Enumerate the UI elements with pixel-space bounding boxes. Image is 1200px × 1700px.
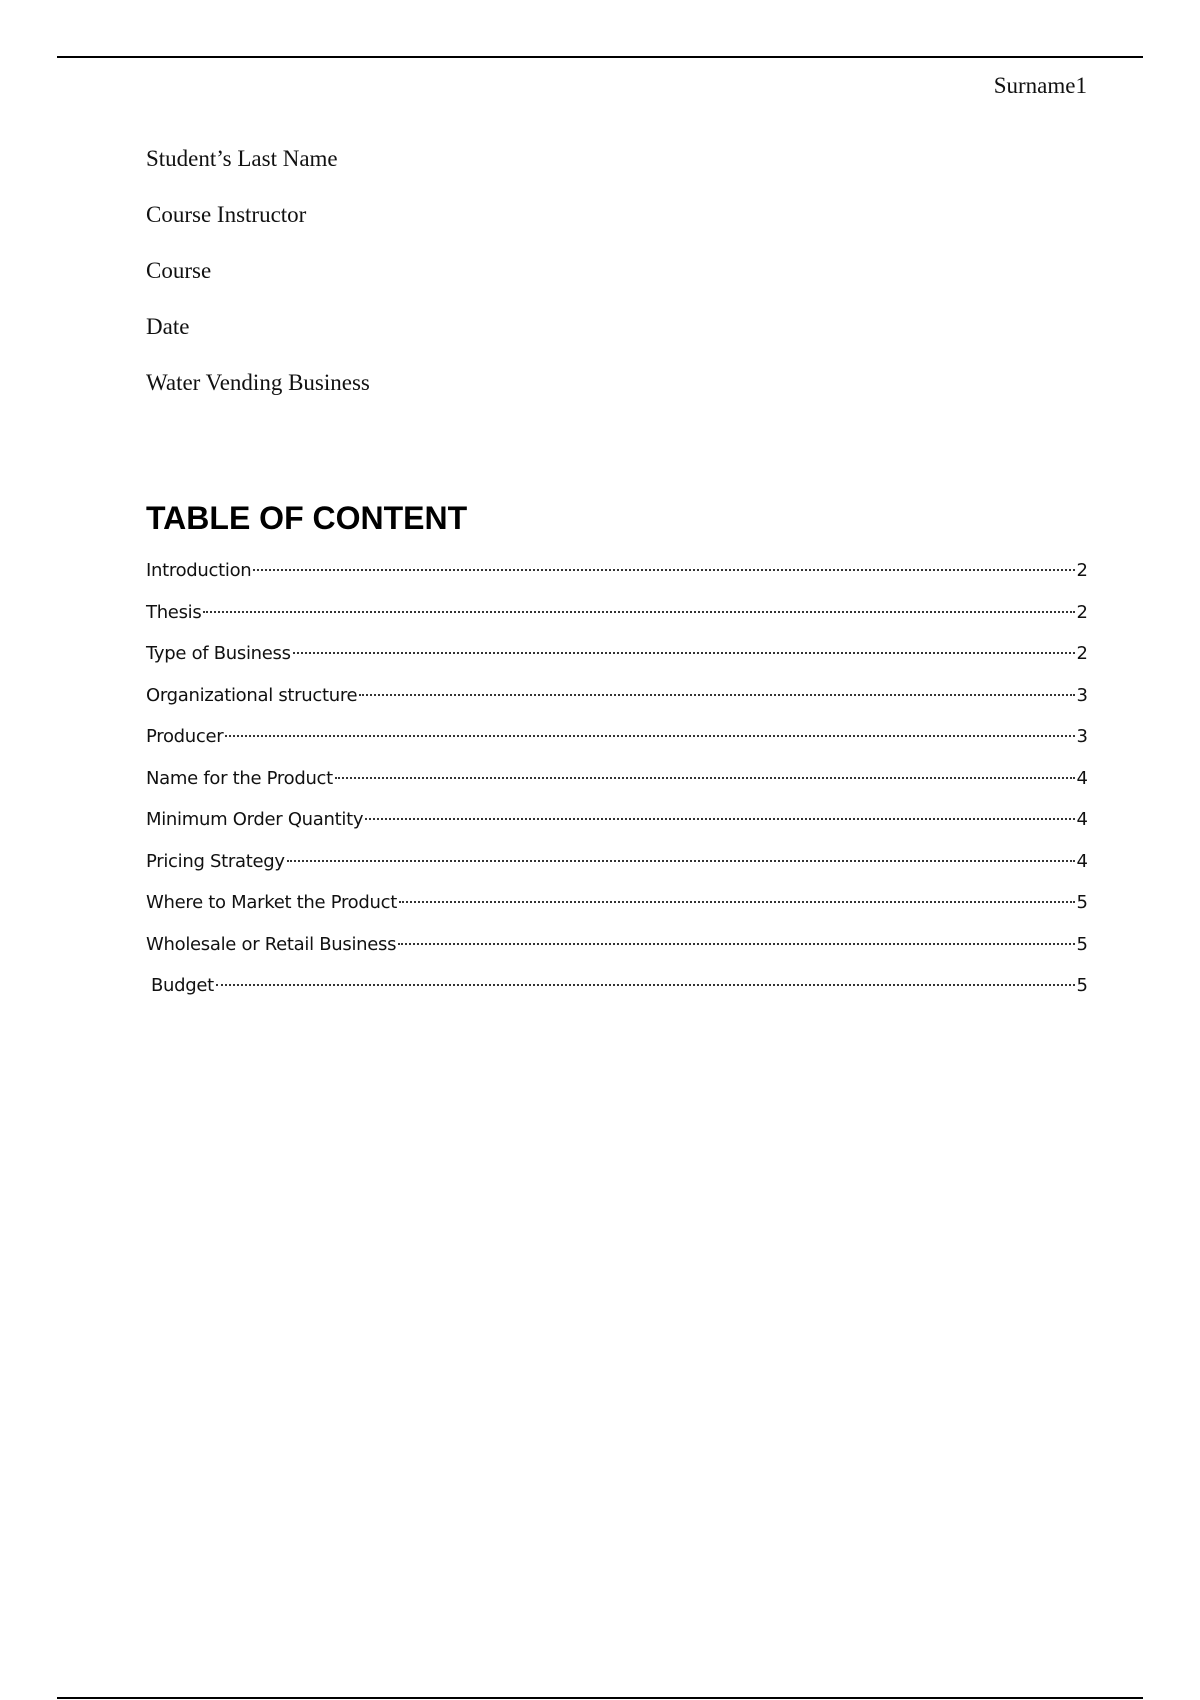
- toc-entry-page: 2: [1076, 560, 1088, 581]
- toc-entry-page: 5: [1076, 933, 1088, 955]
- toc-entry-label: Budget: [151, 975, 214, 996]
- toc-entry-organizational-structure[interactable]: [146, 681, 1088, 723]
- toc-entry-label: Thesis: [146, 601, 202, 623]
- course-instructor: Course Instructor: [146, 202, 307, 227]
- toc-entry-label: Type of Business: [146, 643, 291, 664]
- toc-entry-label: Wholesale or Retail Business: [146, 933, 397, 955]
- toc-entry-page: 2: [1076, 601, 1088, 623]
- toc-entry-page: 5: [1076, 975, 1088, 996]
- page-bottom-rule: [57, 1697, 1143, 1699]
- toc-entry-wholesale-or-retail[interactable]: [146, 930, 1088, 972]
- toc-entry-where-to-market[interactable]: [146, 888, 1088, 930]
- toc-entry-label: Name for the Product: [146, 767, 333, 789]
- toc-entry-label: Producer: [146, 726, 224, 747]
- toc-heading: TABLE OF CONTENT: [146, 500, 468, 536]
- document-date: Date: [146, 314, 190, 339]
- document-header: [146, 144, 370, 424]
- toc-entry-page: 4: [1076, 850, 1088, 872]
- toc-entry-page: 3: [1076, 684, 1088, 706]
- toc-entry-label: Pricing Strategy: [146, 850, 285, 872]
- toc-entry-label: Minimum Order Quantity: [146, 809, 364, 830]
- toc-entry-label: Introduction: [146, 560, 252, 581]
- document-title: Water Vending Business: [146, 370, 370, 395]
- toc-entry-page: 2: [1076, 643, 1088, 664]
- toc-entry-type-of-business[interactable]: [146, 639, 1088, 681]
- dot-leader: [365, 818, 1074, 820]
- dot-leader: [203, 611, 1074, 613]
- page-top-rule: [57, 56, 1143, 58]
- dot-leader: [335, 777, 1075, 779]
- running-head: Surname1: [993, 73, 1087, 98]
- toc-entry-budget[interactable]: [146, 971, 1088, 1013]
- toc-entry-page: 4: [1076, 767, 1088, 789]
- dot-leader: [293, 652, 1075, 654]
- dot-leader: [253, 569, 1074, 571]
- toc-entry-introduction[interactable]: [146, 556, 1088, 598]
- table-of-contents: [146, 556, 1088, 1013]
- toc-entry-name-for-the-product[interactable]: [146, 764, 1088, 806]
- toc-entry-pricing-strategy[interactable]: [146, 847, 1088, 889]
- toc-entry-producer[interactable]: [146, 722, 1088, 764]
- toc-entry-page: 3: [1076, 726, 1088, 747]
- dot-leader: [225, 735, 1074, 737]
- course-name: Course: [146, 258, 212, 283]
- toc-entry-page: 5: [1076, 892, 1088, 913]
- dot-leader: [359, 694, 1074, 696]
- toc-entry-label: Organizational structure: [146, 684, 358, 706]
- dot-leader: [399, 901, 1075, 903]
- toc-entry-label: Where to Market the Product: [146, 892, 397, 913]
- student-name: Student’s Last Name: [146, 146, 338, 171]
- toc-entry-page: 4: [1076, 809, 1088, 830]
- dot-leader: [287, 860, 1075, 862]
- toc-entry-minimum-order-quantity[interactable]: [146, 805, 1088, 847]
- dot-leader: [216, 984, 1075, 986]
- toc-entry-thesis[interactable]: [146, 598, 1088, 640]
- dot-leader: [398, 943, 1074, 945]
